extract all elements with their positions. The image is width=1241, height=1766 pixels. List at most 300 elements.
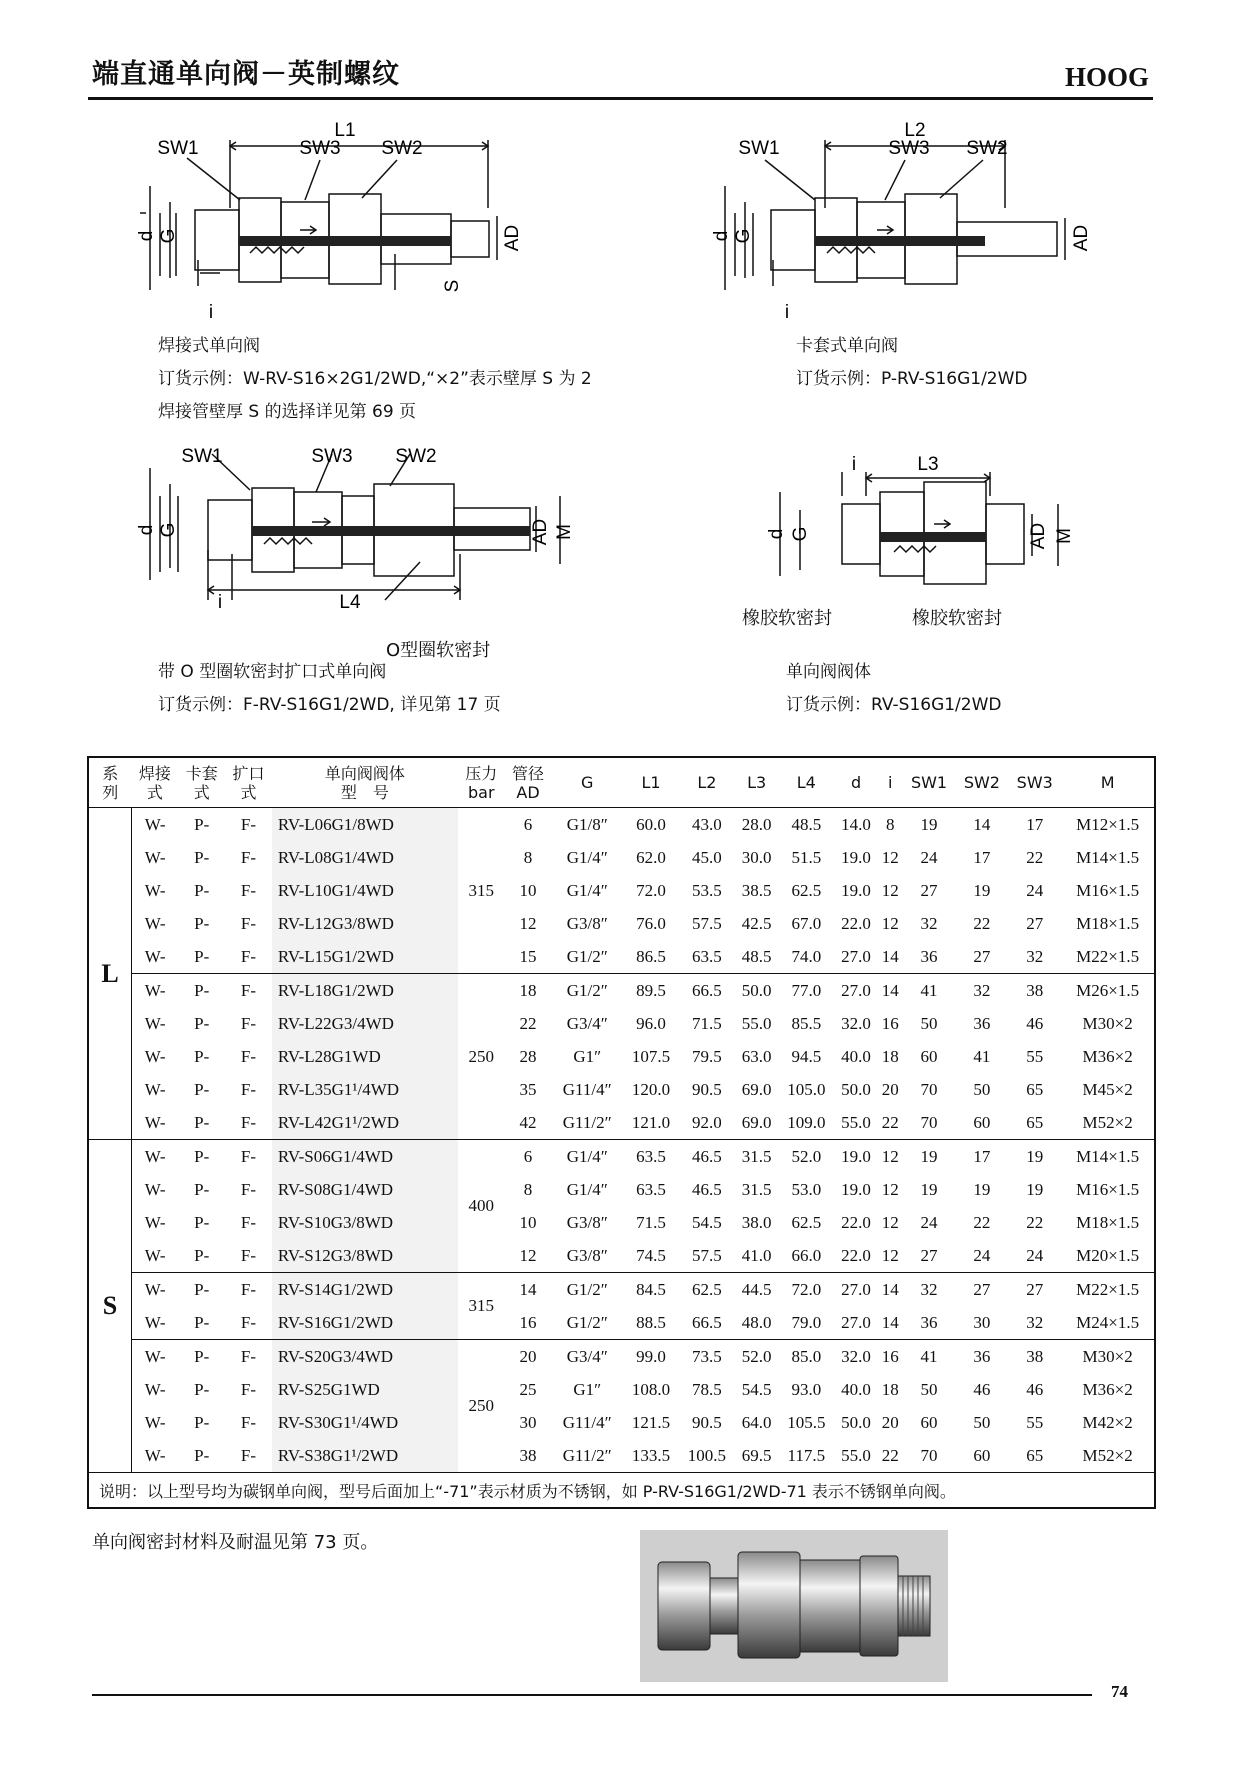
table-cell: 70 <box>920 1079 938 1099</box>
table-cell: M52×2 <box>1082 1445 1133 1465</box>
table-cell: P- <box>194 1245 210 1265</box>
table-cell: 107.5 <box>631 1046 671 1066</box>
table-cell: W- <box>144 1312 166 1332</box>
table-cell: 85.0 <box>778 1340 834 1374</box>
table-cell: 27 <box>973 946 991 966</box>
body-caption <box>786 656 1002 722</box>
valve-body-drawing <box>766 452 1100 602</box>
table-cell: 22 <box>881 1112 899 1132</box>
seal-material-note: 单向阀密封材料及耐温见第 73 页。 <box>92 1532 379 1553</box>
weld-i-label: i <box>208 302 214 323</box>
table-cell: 15 <box>519 946 537 966</box>
table-cell: 70 <box>920 1112 938 1132</box>
table-cell: 63.5 <box>692 946 722 966</box>
weld-sw1-label: SW1 <box>157 138 199 159</box>
table-cell: 48.5 <box>741 946 772 966</box>
table-cell: P- <box>178 1273 225 1307</box>
table-row <box>88 1073 1155 1106</box>
compression-caption-order: 订货示例：P-RV-S16G1/2WD <box>796 369 1028 389</box>
table-cell: G3/8″ <box>566 1212 608 1232</box>
table-cell: F- <box>240 1379 257 1399</box>
body-i-label: i <box>851 454 857 475</box>
table-cell: F- <box>240 1179 257 1199</box>
compression-sw3-label: SW3 <box>888 138 930 159</box>
col-pipe: 管径 AD <box>505 757 552 808</box>
table-cell: RV-L42G1¹/2WD <box>272 1106 458 1140</box>
series-label: S <box>88 1140 132 1473</box>
body-l-label: L3 <box>917 454 939 475</box>
table-cell: W- <box>144 847 166 867</box>
table-cell: RV-S10G3/8WD <box>272 1206 458 1239</box>
table-cell: 24 <box>1026 1245 1044 1265</box>
weld-d-label: d <box>136 230 157 242</box>
table-cell: 60 <box>973 1112 991 1132</box>
table-cell: 22.0 <box>841 1245 871 1265</box>
table-cell: 22 <box>973 1212 991 1232</box>
table-cell: 12 <box>881 1179 899 1199</box>
table-cell: 36 <box>920 1312 938 1332</box>
table-cell: F- <box>240 1212 257 1232</box>
col-i: i <box>878 757 903 808</box>
table-cell: F- <box>240 1079 257 1099</box>
flare-ad-label: AD <box>530 518 551 546</box>
table-cell: 27.0 <box>841 946 871 966</box>
col-series: 系 列 <box>88 757 132 808</box>
table-cell: M30×2 <box>1082 1013 1133 1033</box>
col-sw2: SW2 <box>955 757 1008 808</box>
table-cell: M14×1.5 <box>1076 847 1140 867</box>
table-cell: G11/2″ <box>562 1112 612 1132</box>
table-header-row <box>88 757 1155 808</box>
table-cell: P- <box>178 808 225 842</box>
table-cell: 32 <box>1026 1312 1044 1332</box>
col-l4: L4 <box>778 757 834 808</box>
table-cell: 12 <box>881 913 899 933</box>
body-caption-title: 单向阀阀体 <box>786 662 871 682</box>
table-cell: G11/4″ <box>562 1412 612 1432</box>
table-cell: 8 <box>878 808 903 842</box>
table-cell: 20 <box>881 1412 899 1432</box>
table-cell: 19 <box>973 880 991 900</box>
table-cell: G1/4″ <box>566 880 608 900</box>
table-cell: 60.0 <box>623 808 679 842</box>
table-cell: RV-L35G1¹/4WD <box>272 1073 458 1106</box>
table-cell: P- <box>194 847 210 867</box>
spec-table-body <box>88 808 1155 1473</box>
table-cell: 17 <box>973 847 991 867</box>
table-cell: RV-L06G1/8WD <box>272 808 458 842</box>
table-cell: 19 <box>1008 1140 1061 1174</box>
table-cell: 19.0 <box>841 1179 871 1199</box>
table-cell: 17 <box>1008 808 1061 842</box>
body-seal-right-label: 橡胶软密封 <box>912 608 1002 629</box>
col-flare: 扩口 式 <box>225 757 272 808</box>
table-cell: M36×2 <box>1082 1379 1133 1399</box>
check-valve-photo <box>640 1530 948 1682</box>
table-cell: G11/2″ <box>562 1445 612 1465</box>
table-cell: RV-S12G3/8WD <box>272 1239 458 1273</box>
footer-rule <box>92 1694 1092 1696</box>
table-row <box>88 940 1155 974</box>
table-cell: 72.0 <box>636 880 666 900</box>
weld-l-label: L1 <box>334 120 356 141</box>
table-cell: 85.5 <box>791 1013 822 1033</box>
table-cell: 28.0 <box>735 808 778 842</box>
table-cell: 50 <box>973 1079 991 1099</box>
table-cell: 14 <box>881 1312 899 1332</box>
table-cell: F- <box>225 1140 272 1174</box>
body-caption-order: 订货示例：RV-S16G1/2WD <box>786 695 1002 715</box>
table-cell: 32 <box>903 1273 956 1307</box>
body-m-label: M <box>1054 528 1075 544</box>
table-cell: P- <box>194 913 210 933</box>
table-cell: M36×2 <box>1082 1046 1133 1066</box>
table-cell: 18 <box>505 974 552 1008</box>
table-row <box>88 1140 1155 1174</box>
table-cell: 63.5 <box>636 1179 666 1199</box>
table-cell: F- <box>240 1245 257 1265</box>
table-cell: 10 <box>519 1212 537 1232</box>
table-cell: 41.0 <box>741 1245 772 1265</box>
table-cell: F- <box>240 880 257 900</box>
table-cell: P- <box>194 1013 210 1033</box>
table-cell: 90.5 <box>692 1079 722 1099</box>
table-cell: 22 <box>881 1445 899 1465</box>
table-cell: 74.5 <box>636 1245 666 1265</box>
compression-caption-title: 卡套式单向阀 <box>796 336 898 356</box>
table-cell: W- <box>132 1140 179 1174</box>
table-cell: RV-L22G3/4WD <box>272 1007 458 1040</box>
table-cell: RV-S06G1/4WD <box>272 1140 458 1174</box>
table-cell: G1/2″ <box>551 1273 623 1307</box>
table-cell: 42 <box>519 1112 537 1132</box>
table-cell: 18 <box>881 1046 899 1066</box>
table-cell: 54.5 <box>692 1212 722 1232</box>
table-cell: 50 <box>973 1412 991 1432</box>
table-cell: 64.0 <box>741 1412 772 1432</box>
table-cell: 60 <box>920 1412 938 1432</box>
table-cell: P- <box>194 880 210 900</box>
brand-logo: HOOG <box>1064 62 1149 92</box>
table-cell: 108.0 <box>631 1379 671 1399</box>
table-cell: 32 <box>1026 946 1044 966</box>
table-cell: M12×1.5 <box>1061 808 1155 842</box>
table-cell: 14 <box>955 808 1008 842</box>
table-cell: 70 <box>920 1445 938 1465</box>
table-cell: M16×1.5 <box>1076 1179 1140 1199</box>
table-cell: 38.0 <box>741 1212 772 1232</box>
col-sw1: SW1 <box>903 757 956 808</box>
table-cell: 32.0 <box>834 1340 877 1374</box>
col-sw3: SW3 <box>1008 757 1061 808</box>
table-cell: 27 <box>920 1245 938 1265</box>
table-cell: M22×1.5 <box>1076 946 1140 966</box>
table-cell: 50 <box>920 1013 938 1033</box>
pressure-cell: 400 <box>458 1140 505 1273</box>
col-compression: 卡套 式 <box>178 757 225 808</box>
table-cell: 43.0 <box>679 808 735 842</box>
table-cell: RV-L10G1/4WD <box>272 874 458 907</box>
table-cell: 41 <box>903 1340 956 1374</box>
table-cell: 19 <box>973 1179 991 1199</box>
table-cell: 38 <box>519 1445 537 1465</box>
table-cell: 54.5 <box>741 1379 772 1399</box>
table-row <box>88 1239 1155 1273</box>
table-cell: 38 <box>1008 974 1061 1008</box>
table-cell: W- <box>144 1445 166 1465</box>
table-cell: W- <box>144 1379 166 1399</box>
table-cell: W- <box>144 913 166 933</box>
table-cell: RV-S16G1/2WD <box>272 1306 458 1340</box>
table-cell: 38.5 <box>741 880 772 900</box>
table-cell: 46 <box>973 1379 991 1399</box>
compression-l-label: L2 <box>904 120 926 141</box>
body-g-label: G <box>790 526 811 542</box>
table-cell: 16 <box>881 1013 899 1033</box>
table-cell: F- <box>225 808 272 842</box>
table-cell: 52.0 <box>778 1140 834 1174</box>
table-cell: P- <box>194 946 210 966</box>
table-cell: 22 <box>973 913 991 933</box>
table-cell: F- <box>225 974 272 1008</box>
table-row <box>88 1406 1155 1439</box>
compression-i-label: i <box>784 302 790 323</box>
flare-caption-order: 订货示例：F-RV-S16G1/2WD, 详见第 17 页 <box>158 695 501 715</box>
table-cell: P- <box>194 1379 210 1399</box>
table-cell: 120.0 <box>631 1079 671 1099</box>
table-cell: G3/8″ <box>566 913 608 933</box>
table-cell: 71.5 <box>692 1013 722 1033</box>
table-cell: G1/4″ <box>566 847 608 867</box>
table-cell: 69.0 <box>741 1079 772 1099</box>
table-cell: 22.0 <box>841 913 871 933</box>
table-cell: RV-S14G1/2WD <box>272 1273 458 1307</box>
table-cell: 8 <box>523 1179 533 1199</box>
table-cell: W- <box>144 1013 166 1033</box>
table-cell: 19.0 <box>841 880 871 900</box>
flare-i-label: i <box>217 592 223 613</box>
table-cell: RV-L08G1/4WD <box>272 841 458 874</box>
col-l3: L3 <box>735 757 778 808</box>
table-cell: 28 <box>519 1046 537 1066</box>
table-row <box>88 1106 1155 1140</box>
compression-caption <box>796 330 1028 396</box>
page-number: 74 <box>1111 1682 1128 1701</box>
table-cell: RV-L18G1/2WD <box>272 974 458 1008</box>
table-cell: 50.0 <box>841 1412 871 1432</box>
table-cell: 30 <box>519 1412 537 1432</box>
table-cell: 12 <box>878 1140 903 1174</box>
table-cell: P- <box>194 1312 210 1332</box>
table-cell: 117.5 <box>787 1445 826 1465</box>
table-cell: 27.0 <box>834 1273 877 1307</box>
table-cell: 62.5 <box>791 1212 822 1232</box>
table-cell: F- <box>240 946 257 966</box>
table-cell: 31.5 <box>741 1179 772 1199</box>
flare-seal-label: O型圈软密封 <box>386 640 491 661</box>
flare-g-label: G <box>158 522 179 538</box>
flare-caption <box>158 656 501 722</box>
compression-sw2-label: SW2 <box>966 138 1008 159</box>
table-cell: 69.0 <box>741 1112 772 1132</box>
table-cell: 41 <box>903 974 956 1008</box>
table-cell: G1/8″ <box>551 808 623 842</box>
table-cell: 90.5 <box>692 1412 722 1432</box>
table-cell: 84.5 <box>623 1273 679 1307</box>
weld-caption-title: 焊接式单向阀 <box>158 336 260 356</box>
weld-caption <box>158 330 592 429</box>
table-cell: F- <box>240 1312 257 1332</box>
compression-check-valve-drawing <box>711 118 1115 328</box>
table-cell: 24 <box>920 1212 938 1232</box>
table-cell: 24 <box>1026 880 1044 900</box>
table-cell: G11/4″ <box>562 1079 612 1099</box>
table-cell: 22.0 <box>841 1212 871 1232</box>
table-cell: 78.5 <box>692 1379 722 1399</box>
table-cell: W- <box>144 1212 166 1232</box>
spec-table <box>87 756 1156 1509</box>
table-cell: G1/4″ <box>551 1140 623 1174</box>
table-cell: 12 <box>519 1245 537 1265</box>
table-cell: 100.5 <box>687 1445 727 1465</box>
table-cell: 66.5 <box>692 1312 722 1332</box>
body-seal-left-label: 橡胶软密封 <box>742 608 832 629</box>
table-cell: 12 <box>881 880 899 900</box>
header-rule <box>88 97 1153 100</box>
pressure-cell: 250 <box>458 974 505 1140</box>
table-cell: 14 <box>505 1273 552 1307</box>
table-cell: RV-L28G1WD <box>272 1040 458 1073</box>
table-cell: F- <box>240 913 257 933</box>
table-cell: 16 <box>519 1312 537 1332</box>
table-cell: P- <box>194 1412 210 1432</box>
table-cell: 96.0 <box>636 1013 666 1033</box>
table-cell: 22 <box>1026 847 1044 867</box>
pressure-cell: 315 <box>458 808 505 974</box>
table-cell: 19 <box>920 1179 938 1199</box>
table-cell: 60 <box>973 1445 991 1465</box>
table-cell: 99.0 <box>623 1340 679 1374</box>
table-cell: 27 <box>1008 1273 1061 1307</box>
body-ad-label: AD <box>1028 522 1049 550</box>
table-cell: RV-L12G3/8WD <box>272 907 458 940</box>
table-cell: 36 <box>920 946 938 966</box>
table-cell: W- <box>144 946 166 966</box>
table-cell: 73.5 <box>679 1340 735 1374</box>
table-cell: G3/4″ <box>551 1340 623 1374</box>
table-cell: 20 <box>881 1079 899 1099</box>
table-cell: 57.5 <box>692 1245 722 1265</box>
table-cell: 35 <box>519 1079 537 1099</box>
table-row <box>88 1206 1155 1239</box>
table-cell: M30×2 <box>1061 1340 1155 1374</box>
table-cell: 69.5 <box>741 1445 772 1465</box>
table-cell: W- <box>144 1179 166 1199</box>
table-cell: 38 <box>1008 1340 1061 1374</box>
table-cell: RV-S38G1¹/2WD <box>272 1439 458 1473</box>
table-note-row <box>88 1473 1155 1509</box>
table-cell: 46.5 <box>679 1140 735 1174</box>
table-cell: RV-S30G1¹/4WD <box>272 1406 458 1439</box>
table-cell: 32 <box>955 974 1008 1008</box>
table-cell: 63.5 <box>623 1140 679 1174</box>
table-cell: 65 <box>1026 1079 1044 1099</box>
table-cell: 19 <box>903 1140 956 1174</box>
table-cell: 48.0 <box>741 1312 772 1332</box>
table-row <box>88 1340 1155 1374</box>
table-cell: 19 <box>1026 1179 1044 1199</box>
table-cell: P- <box>178 1340 225 1374</box>
col-weld: 焊接 式 <box>132 757 179 808</box>
flare-sw1-label: SW1 <box>181 446 223 467</box>
table-cell: P- <box>178 974 225 1008</box>
table-cell: 27.0 <box>841 1312 871 1332</box>
pressure-cell: 250 <box>458 1340 505 1473</box>
weld-caption-order: 订货示例：W-RV-S16×2G1/2WD,“×2”表示壁厚 S 为 2 <box>158 369 592 389</box>
table-row <box>88 874 1155 907</box>
table-cell: 76.0 <box>636 913 666 933</box>
table-cell: 63.0 <box>741 1046 772 1066</box>
table-cell: 74.0 <box>791 946 822 966</box>
compression-d-label: d <box>711 230 732 242</box>
table-cell: 77.0 <box>778 974 834 1008</box>
table-cell: 94.5 <box>791 1046 822 1066</box>
table-cell: 22 <box>519 1013 537 1033</box>
table-cell: P- <box>194 1179 210 1199</box>
table-row <box>88 1273 1155 1307</box>
table-cell: 31.5 <box>735 1140 778 1174</box>
table-cell: 67.0 <box>791 913 822 933</box>
table-cell: M52×2 <box>1082 1112 1133 1132</box>
table-cell: 44.5 <box>735 1273 778 1307</box>
table-cell: P- <box>194 1046 210 1066</box>
table-cell: 50 <box>920 1379 938 1399</box>
table-cell: 41 <box>973 1046 991 1066</box>
table-cell: 10 <box>519 880 537 900</box>
table-cell: F- <box>240 1112 257 1132</box>
table-cell: G3/8″ <box>566 1245 608 1265</box>
table-cell: P- <box>194 1079 210 1099</box>
table-cell: RV-S20G3/4WD <box>272 1340 458 1374</box>
table-cell: G1″ <box>573 1379 602 1399</box>
table-cell: 12 <box>881 1212 899 1232</box>
table-cell: W- <box>144 1046 166 1066</box>
table-cell: 55 <box>1026 1412 1044 1432</box>
table-row <box>88 808 1155 842</box>
table-cell: 51.5 <box>791 847 822 867</box>
col-m: M <box>1061 757 1155 808</box>
table-row <box>88 1439 1155 1473</box>
table-cell: W- <box>132 1340 179 1374</box>
weld-ad-label: AD <box>502 224 523 252</box>
table-cell: 60 <box>920 1046 938 1066</box>
col-d: d <box>834 757 877 808</box>
table-cell: F- <box>225 1340 272 1374</box>
table-cell: 72.0 <box>778 1273 834 1307</box>
table-cell: M45×2 <box>1082 1079 1133 1099</box>
table-cell: 88.5 <box>636 1312 666 1332</box>
table-cell: F- <box>240 1013 257 1033</box>
table-cell: W- <box>132 1273 179 1307</box>
table-cell: 46.5 <box>692 1179 722 1199</box>
table-cell: 55 <box>1026 1046 1044 1066</box>
table-cell: G1/2″ <box>566 946 608 966</box>
table-cell: W- <box>144 1245 166 1265</box>
table-cell: 24 <box>920 847 938 867</box>
table-cell: W- <box>132 974 179 1008</box>
table-cell: 121.0 <box>631 1112 671 1132</box>
series-label: L <box>88 808 132 1140</box>
